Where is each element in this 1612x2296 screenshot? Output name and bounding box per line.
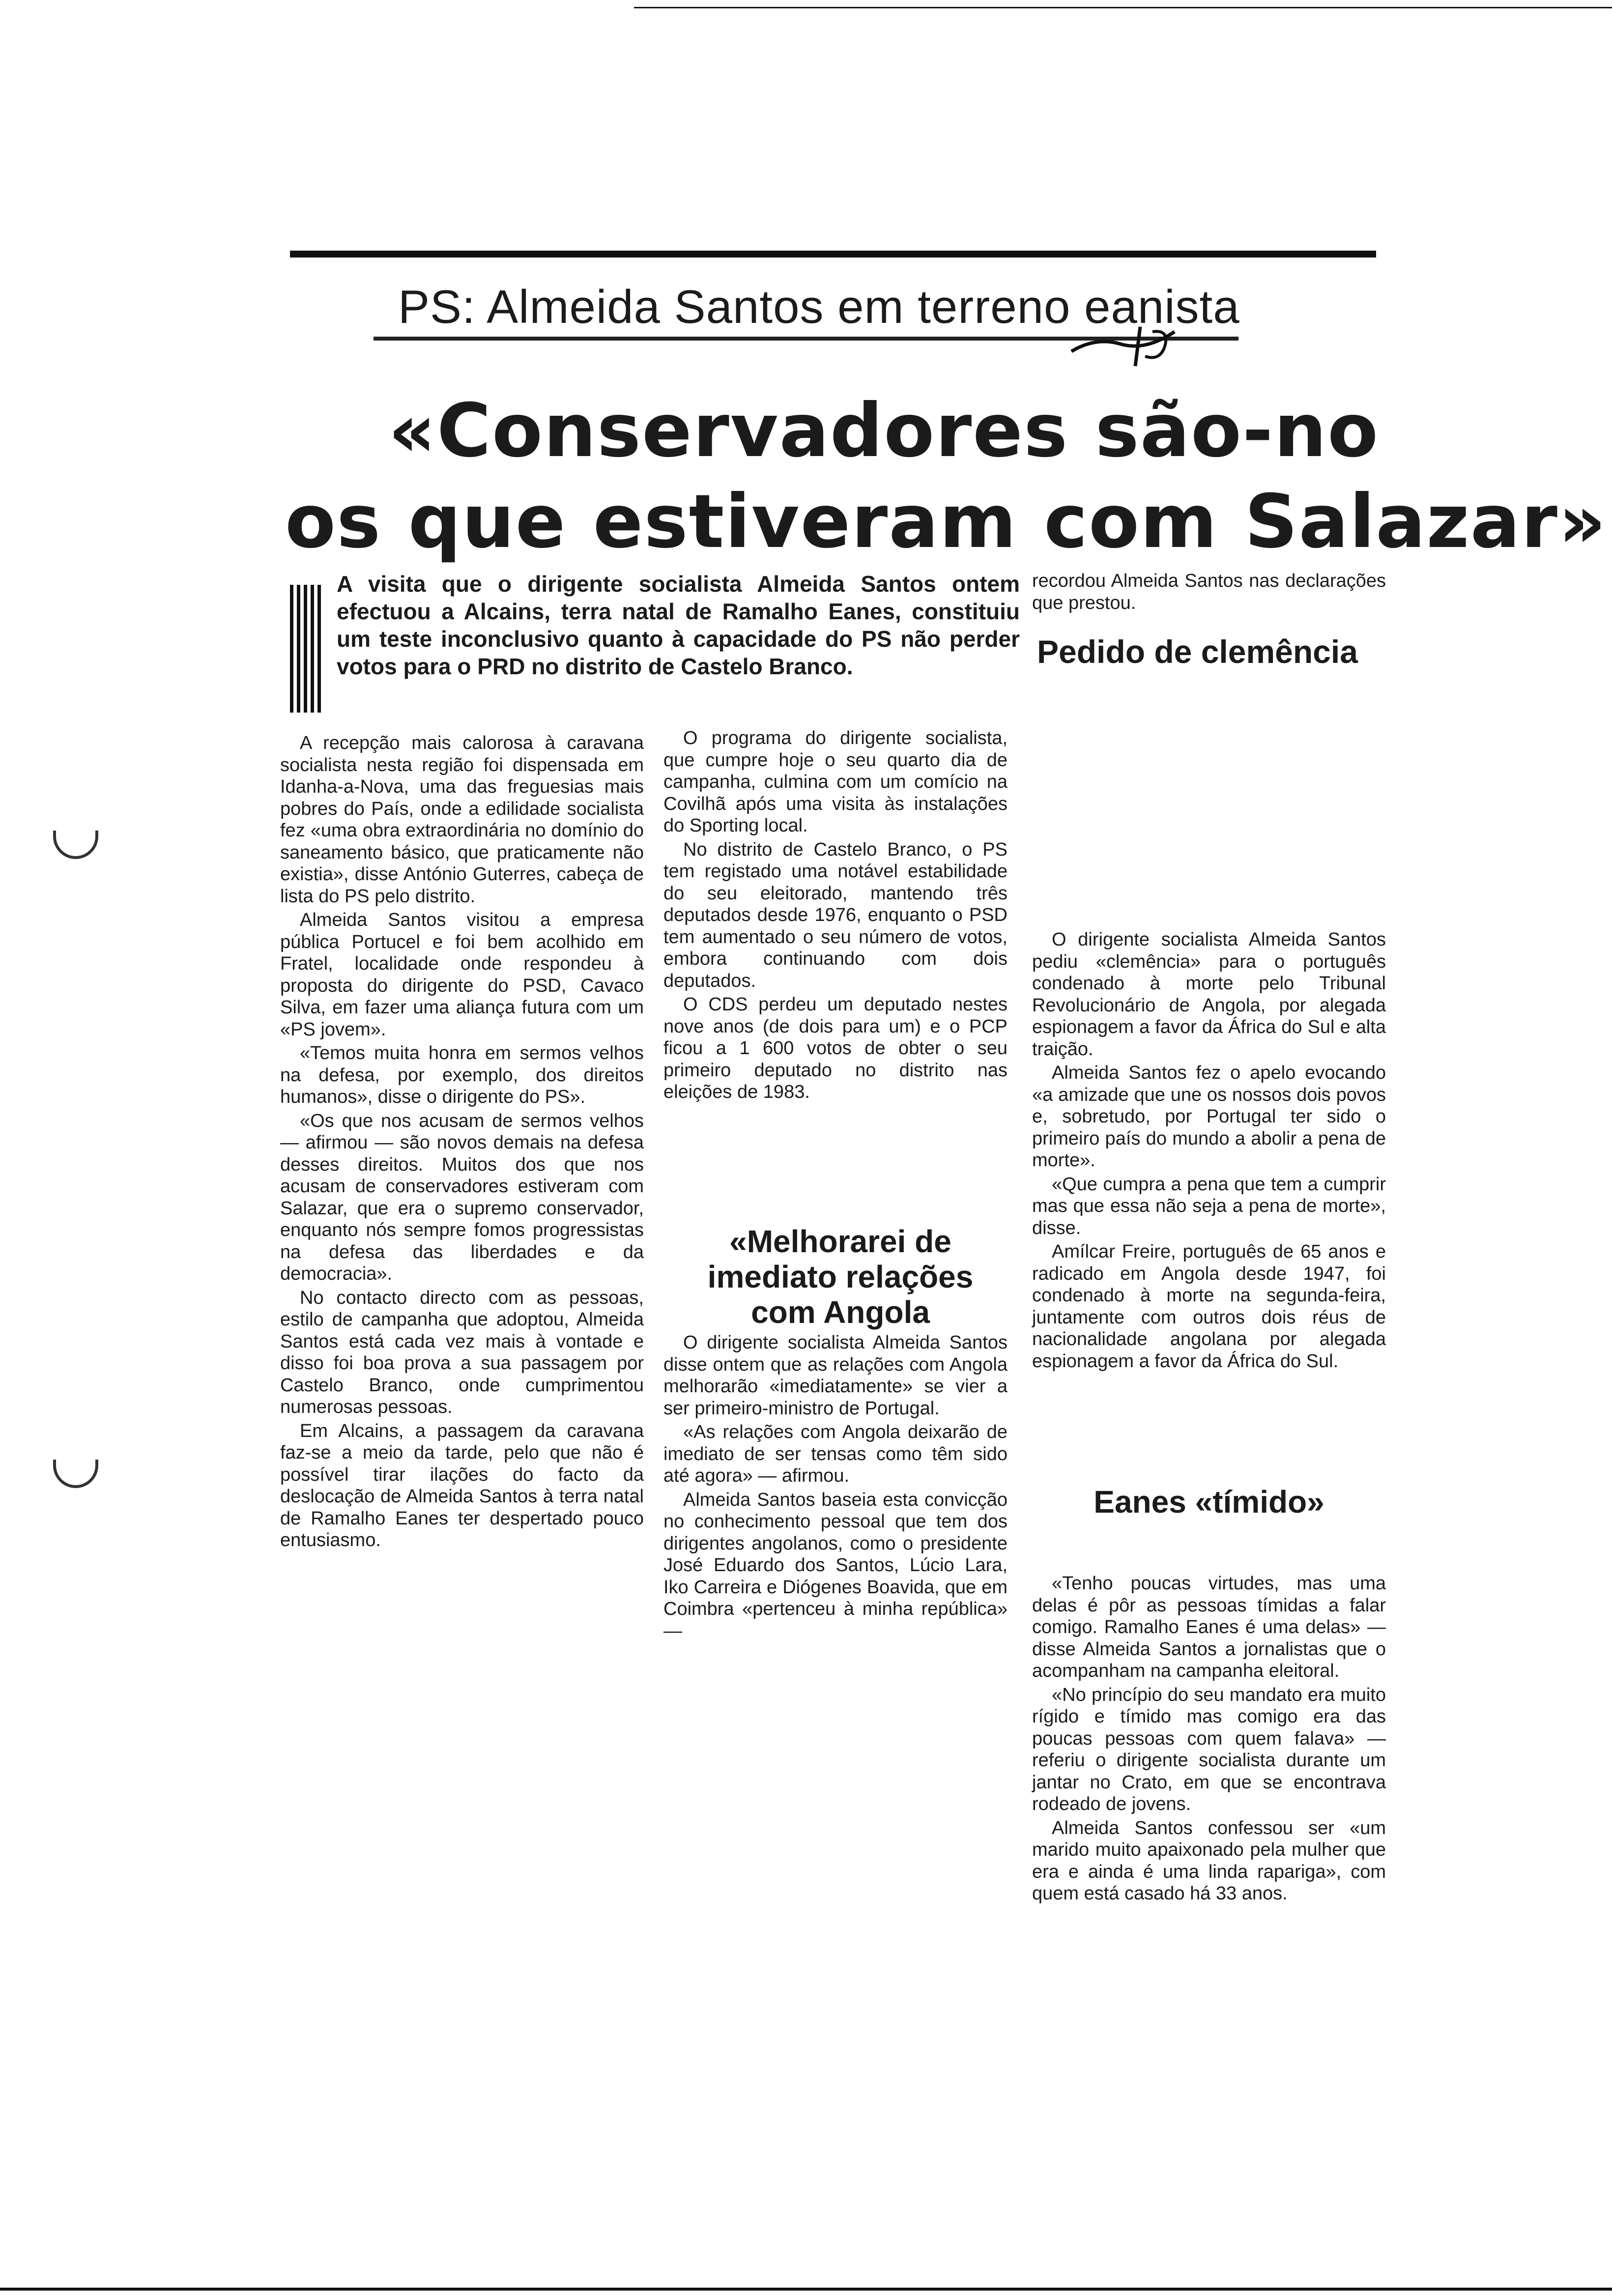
paragraph: O programa do dirigente socialista, que cumpre hoje o seu quarto dia de campanha, culmina com um comício na Covilhã após uma visita às instalações do Sporting local. [663,728,1008,836]
paragraph: O dirigente socialista Almeida Santos disse ontem que as relações com Angola melhorarão «imediatamente» se vier a ser primeiro-ministro de Portugal. [663,1332,1008,1419]
subheading-clemencia: Pedido de clemência [1037,633,1358,670]
paragraph: «Temos muita honra em sermos velhos na defesa, por exemplo, dos direitos humanos», disse o dirigente do PS». [280,1043,644,1107]
paragraph: O CDS perdeu um deputado nestes nove anos (de dois para um) e o PCP ficou a 1 600 votos de obter o seu primeiro deputado no distrito nas eleições de 1983. [663,994,1008,1102]
paragraph: Almeida Santos baseia esta convicção no conhecimento pessoal que tem dos dirigentes angolanos, como o presidente José Eduardo dos Santos, Lúcio Lara, Iko Carreira e Diógenes Boavida, que em Coimbra «pertenceu à minha república» — [663,1489,1008,1641]
paragraph: Almeida Santos fez o apelo evocando «a amizade que une os nossos dois povos e, sobretudo, por Portugal ter sido o primeiro país do mundo a abolir a pena de morte». [1032,1062,1386,1171]
column-2-lower [663,1332,1008,1644]
kicker: PS: Almeida Santos em terreno eanista [398,281,1240,333]
paragraph: A recepção mais calorosa à caravana socialista nesta região foi dispensada em Idanha-a-Nova, uma das freguesias mais pobres do País, onde a edilidade socialista fez «uma obra extraordinária no domínio do saneamento básico, que praticamente não existia», disse António Guterres, cabeça de lista do PS pelo distrito. [280,733,644,907]
paragraph: «Os que nos acusam de sermos velhos — afirmou — são novos demais na defesa desses direitos. Muitos dos que nos acusam de conservadores estiveram com Salazar, que era o supremo conservador, enquanto nós sempre fomos progressistas na defesa das liberdades e da democracia». [280,1110,644,1284]
headline-line-2: os que estiveram com Salazar» [285,479,1607,565]
paragraph: «Tenho poucas virtudes, mas uma delas é pôr as pessoas tímidas a falar comigo. Ramalho Eanes é uma delas» — disse Almeida Santos a jornalistas que o acompanham na campanha eleitoral. [1032,1573,1386,1681]
column-3 [1032,929,1386,1374]
scan-edge-top [634,7,1612,8]
paragraph: No distrito de Castelo Branco, o PS tem registado uma notável estabilidade do seu eleitorado, mantendo três deputados desde 1976, enquanto o PSD tem aumentado o seu número de votos, embora continuando com dois deputados. [663,839,1008,991]
punch-hole-lower [53,1460,98,1488]
paragraph: Em Alcains, a passagem da caravana faz-se a meio da tarde, pelo que não é possível tirar ilações do facto da deslocação de Almeida Santos à terra natal de Ramalho Eanes ter despertado pouco entusiasmo. [280,1420,644,1550]
subheading-eanes: Eanes «tímido» [1094,1484,1324,1520]
top-rule [290,251,1376,258]
paragraph: Amílcar Freire, português de 65 anos e radicado em Angola desde 1947, foi condenado à morte na segunda-feira, juntamente com outros dois réus de nacionalidade angolana por alegada espionagem a favor da África do Sul. [1032,1241,1386,1372]
column-3-top [1032,570,1386,616]
punch-hole-upper [53,831,98,859]
paragraph: «No princípio do seu mandato era muito rígido e tímido mas comigo era das poucas pessoas com quem falava» — referiu o dirigente socialista durante um jantar no Crato, em que se encontrava rodeado de jovens. [1032,1684,1386,1814]
scan-edge-bottom [0,2288,1612,2291]
paragraph: Almeida Santos confessou ser «um marido muito apaixonado pela mulher que era e ainda é uma linda rapariga», com quem está casado há 33 anos. [1032,1817,1386,1904]
column-3-lower [1032,1573,1386,1907]
paragraph: «As relações com Angola deixarão de imediato de ser tensas como têm sido até agora» — afirmou. [663,1422,1008,1486]
paragraph: Almeida Santos visitou a empresa pública Portucel e foi bem acolhido em Fratel, localidade onde respondeu à proposta do dirigente do PSD, Cavaco Silva, em fazer uma aliança futura com um «PS jovem». [280,910,644,1040]
lead-marker [290,585,324,713]
paragraph: O dirigente socialista Almeida Santos pediu «clemência» para o português condenado à morte pelo Tribunal Revolucionário de Angola, por alegada espionagem a favor da África do Sul e alta traição. [1032,929,1386,1060]
subheading-angola: «Melhorarei de imediato relações com Angola [707,1224,974,1330]
newspaper-clipping [275,246,1607,1904]
paragraph: No contacto directo com as pessoas, estilo de campanha que adoptou, Almeida Santos está cada vez mais à vontade e disso foi boa prova a sua passagem por Castelo Branco, onde cumprimentou numerosas pessoas. [280,1287,644,1417]
paragraph: recordou Almeida Santos nas declarações que prestou. [1032,571,1386,613]
handwritten-mark [1066,317,1180,371]
headline-line-1: «Conservadores são-no [388,388,1380,474]
paragraph: «Que cumpra a pena que tem a cumprir mas que essa não seja a pena de morte», disse. [1032,1174,1386,1238]
lead-paragraph: A visita que o dirigente socialista Almeida Santos ontem efectuou a Alcains, terra natal de Ramalho Eanes, constituiu um teste inconclusivo quanto à capacidade do PS não perder votos para o PRD no distrito de Castelo Branco. [337,571,1020,679]
column-1 [280,732,644,1553]
column-2 [663,727,1008,1105]
